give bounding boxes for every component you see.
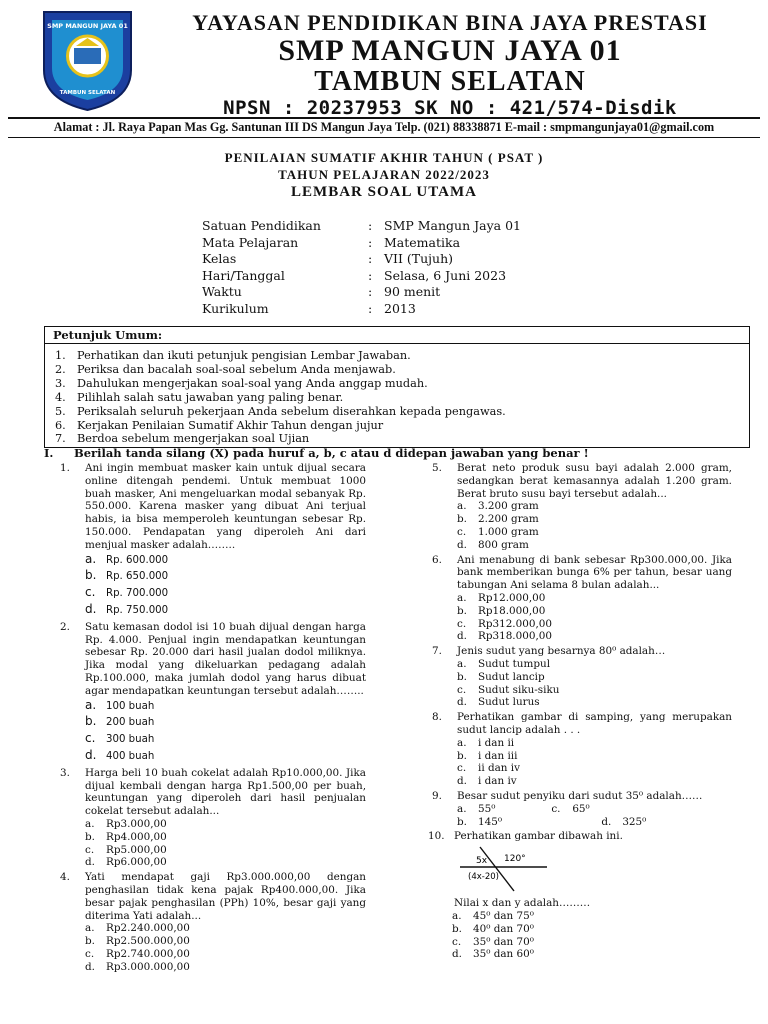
instruction-item: 3. Dahulukan mengerjakan soal-soal yang Anda anggap mudah.	[55, 376, 428, 390]
instructions-heading: Petunjuk Umum:	[45, 327, 749, 344]
option: a. Rp2.240.000,00	[85, 922, 190, 935]
logo-text-top: SMP MANGUN JAYA 01	[47, 22, 128, 30]
option: c. Sudut siku-siku	[457, 683, 560, 696]
option: a. Sudut tumpul	[457, 657, 551, 670]
npsn-line: NPSN : 20237953 SK NO : 421/574-Disdik	[223, 97, 677, 119]
question-3: 3. Harga beli 10 buah cokelat adalah Rp10.000,00. Jika dijual kembali dengan harga Rp1.500,00 per buah, keuntungan yang diperoleh dari hasil penjualan cokelat tersebut adalah... a. Rp3.000,00 b. Rp4.000,00 c. Rp5.000,00 d. Rp6.000,00	[60, 766, 366, 869]
instruction-item: 4. Pilihlah salah satu jawaban yang paling benar.	[55, 390, 344, 404]
option: b. i dan iii	[457, 749, 518, 762]
option: a. i dan ii	[457, 736, 515, 749]
angle-label-bottom: (4x-20)	[468, 872, 499, 883]
header-rule-bottom	[8, 137, 760, 138]
instructions-list	[55, 349, 506, 446]
school-year: TAHUN PELAJARAN 2022/2023	[278, 167, 490, 182]
instruction-item: 2. Periksa dan bacalah soal-soal sebelum Anda menjawab.	[55, 362, 396, 376]
option: a. 45⁰ dan 75⁰	[452, 909, 534, 922]
option-row: b. 145⁰ d. 325⁰	[457, 815, 647, 828]
option: d. i dan iv	[457, 775, 517, 788]
question-10: 10. Perhatikan gambar dibawah ini. 5x 120° (4x-20) Nilai x dan y adalah……… a. 45⁰ dan 75⁰ b. 40⁰ dan 70⁰ c. 35⁰ dan 70⁰ d. 35⁰ dan 60⁰	[432, 830, 732, 961]
option: c. Rp312.000,00	[457, 617, 552, 630]
exam-title: PENILAIAN SUMATIF AKHIR TAHUN ( PSAT )	[224, 150, 544, 165]
question-6: 6. Ani menabung di bank sebesar Rp300.000,00. Jika bank memberikan bunga 6% per tahun, besar uang tabungan Ani selama 8 bulan adalah... a. Rp12.000,00 b. Rp18.000,00 c. Rp312.000,00 d. Rp318.000,00	[432, 553, 732, 643]
question-8: 8. Perhatikan gambar di samping, yang merupakan sudut lancip adalah . . . a. i dan ii b. i dan iii c. ii dan iv d. i dan iv	[432, 711, 732, 788]
option: c. 1.000 gram	[457, 525, 539, 538]
option: c. ii dan iv	[457, 762, 520, 775]
question-4: 4. Yati mendapat gaji Rp3.000.000,00 dengan penghasilan tidak kena pajak Rp400.000,00. Jika besar pajak penghasilan (PPh) 10%, besar gaji yang diterima Yati adalah... a. Rp2.240.000,00 b. Rp2.500.000,00 c. Rp2.740.000,00 d. Rp3.000.000,00	[60, 871, 366, 973]
school-name: SMP MANGUN JAYA 01	[278, 34, 622, 67]
option: b. Rp. 650.000	[85, 568, 169, 583]
instructions-box	[44, 326, 750, 448]
option: d. Rp318.000,00	[457, 630, 552, 643]
school-address: Alamat : Jl. Raya Papan Mas Gg. Santunan III DS Mangun Jaya Telp. (021) 88338871 E-mail : smpmangunjaya01@gmail.com	[53, 120, 715, 134]
option: c. Rp2.740.000,00	[85, 947, 190, 960]
angle-label-left: 5x	[476, 856, 488, 867]
option: b. 40⁰ dan 70⁰	[452, 922, 534, 935]
questions-right-column	[428, 462, 732, 963]
option: b. Rp18.000,00	[457, 604, 546, 617]
instruction-item: 6. Kerjakan Penilaian Sumatif Akhir Tahun dengan jujur	[55, 418, 384, 432]
section-heading: I. Berilah tanda silang (X) pada huruf a, b, c atau d didepan jawaban yang benar !	[44, 446, 589, 460]
option: a. Rp12.000,00	[457, 591, 546, 604]
option: d. Sudut lurus	[457, 696, 540, 709]
district-name: TAMBUN SELATAN	[314, 66, 586, 97]
question-5: 5. Berat neto produk susu bayi adalah 2.000 gram, sedangkan berat kemasannya adalah 1.200 gram. Berat bruto susu bayi tersebut adalah... a. 3.200 gram b. 2.200 gram c. 1.000 gram d. 800 gram	[432, 462, 732, 551]
sheet-title: LEMBAR SOAL UTAMA	[291, 184, 477, 200]
option: b. Rp4.000,00	[85, 830, 167, 843]
instruction-item: 5. Periksalah seluruh pekerjaan Anda sebelum diserahkan kepada pengawas.	[55, 404, 506, 418]
option: b. 2.200 gram	[457, 513, 539, 526]
option: d. Rp. 750.000	[85, 601, 169, 616]
question-2: 2. Satu kemasan dodol isi 10 buah dijual dengan harga Rp. 4.000. Penjual ingin mendapatkan keuntungan sebesar Rp. 20.000 dari hasil jualan dodol miliknya. Jika modal yang dikeluarkan pedagang adalah Rp.100.000, maka jumlah dodol yang harus dibuat agar mendapatkan keuntungan tersebut adalah…….. a. 100 buah b. 200 buah c. 300 buah d. 400 buah	[60, 621, 366, 765]
question-1: 1. Ani ingin membuat masker kain untuk dijual secara online ditengah pendemi. Untuk membuat 1000 buah masker, Ani mengeluarkan modal sebanyak Rp. 550.000. Karena masker yang dibuat Ani terjual habis, ia bisa memperoleh keuntungan sebesar Rp. 150.000. Pendapatan yang diperoleh Ani dari menjual masker adalah…….. a. Rp. 600.000 b. Rp. 650.000 c. Rp. 700.000 d. Rp. 750.000	[60, 462, 366, 619]
option: a. 100 buah	[85, 697, 155, 712]
option: d. Rp6.000,00	[85, 856, 167, 869]
foundation-name: YAYASAN PENDIDIKAN BINA JAYA PRESTASI	[192, 10, 708, 35]
option: d. Rp3.000.000,00	[85, 960, 190, 973]
option: c. Rp. 700.000	[85, 585, 169, 600]
option: b. 200 buah	[85, 714, 155, 729]
option: c. Rp5.000,00	[85, 843, 167, 856]
logo-text-bottom: TAMBUN SELATAN	[59, 90, 116, 96]
option: b. Rp2.500.000,00	[85, 935, 190, 948]
option: a. Rp. 600.000	[85, 551, 169, 566]
instruction-item: 1. Perhatikan dan ikuti petunjuk pengisian Lembar Jawaban.	[55, 349, 411, 362]
option: a. 3.200 gram	[457, 500, 539, 513]
option: d. 800 gram	[457, 538, 529, 551]
instruction-item: 7. Berdoa sebelum mengerjakan soal Ujian	[55, 432, 310, 446]
question-7: 7. Jenis sudut yang besarnya 80⁰ adalah… a. Sudut tumpul b. Sudut lancip c. Sudut siku-siku d. Sudut lurus	[432, 645, 732, 709]
angle-label-right: 120°	[504, 854, 526, 865]
option: c. 300 buah	[85, 731, 155, 746]
option-row: a. 55⁰ c. 65⁰	[457, 802, 590, 815]
questions-left-column	[60, 462, 366, 975]
option: c. 35⁰ dan 70⁰	[452, 935, 534, 948]
question-9: 9. Besar sudut penyiku dari sudut 35⁰ adalah…… a. 55⁰ c. 65⁰ b. 145⁰ d. 325⁰	[432, 790, 732, 828]
option: d. 400 buah	[85, 747, 155, 762]
option: b. Sudut lancip	[457, 670, 545, 683]
header-rule-top	[8, 117, 760, 119]
school-logo	[40, 8, 135, 112]
option: d. 35⁰ dan 60⁰	[452, 948, 534, 961]
angle-figure	[452, 843, 552, 897]
option: a. Rp3.000,00	[85, 817, 167, 830]
